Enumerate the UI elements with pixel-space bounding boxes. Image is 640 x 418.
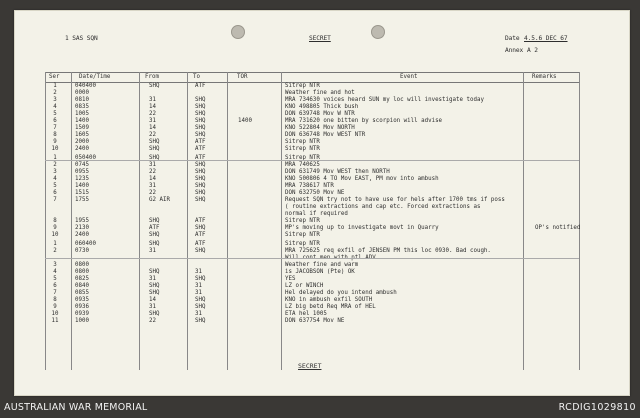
row-event: Sitrep NTR [285,218,320,224]
row-from: SHQ [149,146,160,152]
row-event: MRA 738617 NTR [285,183,334,189]
row-from: 22 [149,132,156,138]
row-event: Sitrep NTR [285,232,320,238]
row-from: SHQ [149,139,160,145]
row-date-time: 1509 [75,125,89,131]
row-to: SHQ [195,162,206,168]
row-date-time: 0730 [75,248,89,254]
row-ser: 3 [53,169,57,175]
table-row [45,139,579,146]
punch-hole [231,25,245,39]
row-to: SHQ [195,190,206,196]
table-row [45,290,579,297]
row-ser: 2 [53,162,57,168]
row-from: 22 [149,169,156,175]
row-date-time: 0840 [75,283,89,289]
row-event: Sitrep NTR [285,83,320,89]
row-from: SHQ [149,218,160,224]
table-row [45,132,579,139]
row-to: ATF [195,83,206,89]
row-from: SHQ [149,311,160,317]
row-date-time: 0000 [75,90,89,96]
row-to: SHQ [195,97,206,103]
row-ser: 4 [53,104,57,110]
date-value: 4.5.6 DEC 67 [524,35,568,42]
row-date-time: 1000 [75,318,89,324]
table-row [45,190,579,197]
row-to: SHQ [195,248,206,254]
row-event: DON 639748 Mov W NTR [285,111,355,117]
row-from: SHQ [149,290,160,296]
table-row [45,248,579,255]
row-to: ATF [195,155,206,161]
row-event: is JACOBSON (Pte) OK [285,269,355,275]
footer-record-id: RCDIG1029810 [558,402,636,413]
row-ser: 1 [53,83,57,89]
table-row [45,311,579,318]
row-event: Sitrep NTR [285,241,320,247]
row-to: SHQ [195,183,206,189]
table-row [45,197,579,204]
table-row [45,118,579,125]
row-ser: 10 [51,311,59,317]
row-ser: 1 [53,155,57,161]
row-event: KNO in ambush exfil SOUTH [285,297,373,303]
row-from: 31 [149,183,156,189]
table-row [45,176,579,183]
row-ser: 2 [53,90,57,96]
row-event: normal if required [285,211,348,217]
annex-value: A 2 [527,47,538,54]
table-row [45,283,579,290]
row-date-time: 0835 [75,104,89,110]
row-event: KNO 500806 4 TO Mov EAST, PM mov into ambush [285,176,439,182]
row-to: ATF [195,232,206,238]
row-to: SHQ [195,318,206,324]
table-row [45,104,579,111]
date-label: Date [505,35,520,42]
header-ser: Ser [49,74,60,80]
row-date-time: 2400 [75,232,89,238]
header-from: From [145,74,159,80]
row-to: 31 [195,311,202,317]
row-event: Weather fine and hot [285,90,355,96]
row-from: SHQ [149,269,160,275]
row-to: SHQ [195,118,206,124]
row-date-time: 0935 [75,297,89,303]
row-ser: 10 [51,146,59,152]
day-separator [45,258,579,259]
row-event: MRA 740625 [285,162,320,168]
table-row [45,269,579,276]
row-date-time: 040400 [75,83,96,89]
row-ser: 8 [53,132,57,138]
footer-archive-name: AUSTRALIAN WAR MEMORIAL [4,402,148,413]
table-row [45,276,579,283]
row-ser: 3 [53,262,57,268]
day-separator [45,160,579,161]
row-event: DON 636748 Mov WEST NTR [285,132,366,138]
row-from: 31 [149,248,156,254]
row-date-time: 0810 [75,97,89,103]
row-event: YES [285,276,296,282]
table-row [45,183,579,190]
row-date-time: 1755 [75,197,89,203]
row-to: 31 [195,283,202,289]
row-ser: 9 [53,304,57,310]
table-row [45,218,579,225]
row-to: SHQ [195,304,206,310]
row-event: MP's moving up to investigate movt in Quarry [285,225,439,231]
row-date-time: 1515 [75,190,89,196]
row-event: Sitrep NTR [285,146,320,152]
table-row [45,146,579,153]
row-from: 22 [149,111,156,117]
log-table-body [45,83,579,371]
row-date-time: 050400 [75,155,96,161]
row-event: LZ big betd Req MRA of HEL [285,304,376,310]
table-row [45,318,579,325]
row-remarks: OP's notified [535,225,581,231]
table-row [45,232,579,239]
row-date-time: 0825 [75,276,89,282]
row-from: ATF [149,225,160,231]
annex-label: Annex [505,47,524,54]
row-to: SHQ [195,169,206,175]
row-from: 14 [149,297,156,303]
row-from: 31 [149,162,156,168]
row-to: SHQ [195,176,206,182]
table-row [45,90,579,97]
archive-footer [0,397,640,418]
row-to: SHQ [195,132,206,138]
document-page [14,10,630,396]
row-event: ( routine extractions and cap etc. Forced extractions as [285,204,481,210]
row-from: 31 [149,118,156,124]
row-from: 22 [149,190,156,196]
row-event: DON 632750 Mov NE [285,190,345,196]
row-to: SHQ [195,297,206,303]
classification-bottom: SECRET [298,362,322,370]
row-date-time: 0800 [75,262,89,268]
row-ser: 6 [53,118,57,124]
row-to: SHQ [195,104,206,110]
row-date-time: 1400 [75,183,89,189]
header-event: Event [400,74,418,80]
row-date-time: 0855 [75,290,89,296]
table-row [45,125,579,132]
row-event: Sitrep NTR [285,139,320,145]
row-ser: 10 [51,232,59,238]
table-row [45,211,579,218]
row-event: MRA 725625 req exfil of JENSEN PM this loc 0930. Bad cough. [285,248,491,254]
row-date-time: 1605 [75,132,89,138]
row-event: DON 637754 Mov NE [285,318,345,324]
row-from: SHQ [149,83,160,89]
row-event: KNO 498805 Thick bush [285,104,359,110]
row-event: Request SQN try not to have use for hels after 1700 tms if poss [285,197,505,203]
row-date-time: 2000 [75,139,89,145]
header-date-time: Date/Time [79,74,111,80]
row-event: Hel delayed do you intend ambush [285,290,397,296]
header-to: To [193,74,200,80]
row-to: SHQ [195,225,206,231]
row-date-time: 0745 [75,162,89,168]
row-date-time: 060400 [75,241,96,247]
row-from: G2 AIR [149,197,170,203]
row-to: ATF [195,241,206,247]
row-event: Will cont men with ptl ADV [285,255,376,261]
row-to: SHQ [195,276,206,282]
row-ser: 3 [53,97,57,103]
row-to: 31 [195,269,202,275]
row-ser: 5 [53,111,57,117]
row-date-time: 2130 [75,225,89,231]
row-ser: 2 [53,248,57,254]
row-ser: 9 [53,225,57,231]
row-ser: 5 [53,183,57,189]
row-event: MRA 731620 one bitten by scorpion will advise [285,118,443,124]
column-divider [579,72,580,370]
row-ser: 11 [51,318,59,324]
row-ser: 9 [53,139,57,145]
row-ser: 8 [53,297,57,303]
table-header [45,72,579,83]
punch-hole [371,25,385,39]
table-row [45,304,579,311]
row-from: SHQ [149,232,160,238]
row-from: 31 [149,276,156,282]
row-from: SHQ [149,283,160,289]
row-event: MRA 734630 voices heard SUN my loc will investigate today [285,97,484,103]
row-from: 22 [149,318,156,324]
row-date-time: 0936 [75,304,89,310]
table-row [45,111,579,118]
table-row [45,262,579,269]
row-ser: 7 [53,290,57,296]
row-from: 31 [149,304,156,310]
row-event: ETA hel 1005 [285,311,327,317]
unit-name: 1 SAS SQN [65,35,98,42]
row-to: ATF [195,218,206,224]
table-row [45,225,579,232]
row-date-time: 0955 [75,169,89,175]
row-ser: 4 [53,269,57,275]
row-ser: 7 [53,125,57,131]
row-to: SHQ [195,111,206,117]
row-from: SHQ [149,241,160,247]
table-row [45,83,579,90]
row-to: 31 [195,290,202,296]
row-from: 14 [149,125,156,131]
row-date-time: 0800 [75,269,89,275]
row-date-time: 2400 [75,146,89,152]
table-row [45,169,579,176]
row-event: Weather fine and warm [285,262,359,268]
row-ser: 4 [53,176,57,182]
row-date-time: 1005 [75,111,89,117]
row-date-time: 0939 [75,311,89,317]
row-ser: 6 [53,283,57,289]
row-event: DON 631749 Mov WEST then NORTH [285,169,390,175]
row-ser: 5 [53,276,57,282]
row-ser: 7 [53,197,57,203]
table-row [45,241,579,248]
row-from: 14 [149,104,156,110]
row-date-time: 1955 [75,218,89,224]
row-ser: 8 [53,218,57,224]
row-to: ATF [195,139,206,145]
row-from: SHQ [149,155,160,161]
row-date-time: 1235 [75,176,89,182]
header-remarks: Remarks [532,74,557,80]
row-to: ATF [195,146,206,152]
row-event: KNO 522804 Mov NORTH [285,125,355,131]
classification-top: SECRET [309,35,331,42]
table-row [45,297,579,304]
table-row [45,204,579,211]
row-event: LZ or WINCH [285,283,324,289]
row-tor: 1400 [238,118,252,124]
row-ser: 6 [53,190,57,196]
row-from: 14 [149,176,156,182]
row-date-time: 1400 [75,118,89,124]
table-row [45,162,579,169]
header-tor: TOR [237,74,248,80]
row-from: 31 [149,97,156,103]
row-to: SHQ [195,125,206,131]
row-ser: 1 [53,241,57,247]
table-row [45,97,579,104]
row-event: Sitrep NTR [285,155,320,161]
row-to: SHQ [195,197,206,203]
